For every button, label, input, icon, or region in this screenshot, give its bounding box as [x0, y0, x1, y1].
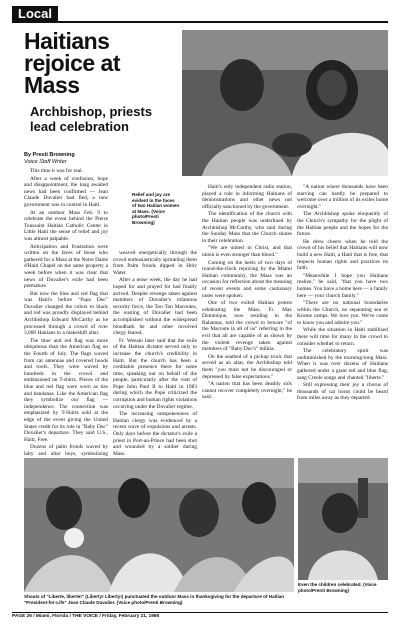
- subhead: Archbishop, priests lead celebration: [30, 104, 153, 134]
- paragraph: "Meanwhile I hope you Haitians realize," he said, "that you have two homes. You have a home here — a family here — your church family.": [297, 272, 388, 299]
- bottom-photo-caption: Shouts of "Liberte, liberte!" (Liberty! Liberty!) punctuated the outdoor Mass in thanksgiving for the departure of Haitian "President-for-Life" Jean Claude Duvalier. (Voice photo/Prenti Browning): [24, 594, 285, 605]
- top-photo-caption: Relief and joy are evident in the faces of two Haitian women at Mass. (Voice photo/Presti Browning): [132, 192, 180, 225]
- paragraph: The Archbishop spoke eloquently of the Church's sympathy for the plight of the Haitian people and the hopes for the future.: [297, 211, 388, 238]
- bottom-photo-image: [24, 458, 294, 592]
- paragraph: Fr. Wenski later said that the exile of the Haitian dictator served only to increase the church's credibility in Haiti. But the church has been a creditable presence there for some time, speaking out on behalf of the people, particularly after the visit of Pope John Paul II to Haiti in 1983 during which the Pope criticized the corruption and human rights violations occurring under the Duvalier regime.: [113, 337, 197, 410]
- byline: [24, 152, 174, 165]
- small-photo-image: [298, 458, 388, 580]
- paragraph: The celebratory spirit was undiminished by the morning-long Mass. When it was over dozens of Haitians gathered under a giant red and blue flag, sang Creole songs and chanted "liberte.": [297, 348, 388, 381]
- paragraph: But now the blue and red flag that was Haiti's before "Papa Doc" Duvalier changed the colors to black and red was proudly displayed behind Archbishop Edward McCarthy as he processed through a crowd of over 3,000 Haitians to a makeshift altar.: [24, 290, 108, 337]
- paragraph: Anticipation and frustration were written on the faces of those who gathered for a Mass at the Notre Dame d'Haiti Chapel on the same property a week before when it was clear that news of Duvalier's exile had been premature.: [24, 243, 108, 290]
- section-label: Local: [12, 6, 58, 21]
- paragraph: Coming on the heels of two days of round-the-clock rejoicing by the Miami Haitian community, the Mass was an occasion for reflection about the meaning of recent events and some cautionary notes were spoken.: [202, 259, 292, 299]
- paragraph: While the situation in Haiti stabilized there will time for many in the crowd to consider whether to return.: [297, 327, 388, 347]
- paragraph: Dozens of palm fronds waved by laity and altar boys, symbolizing: [24, 444, 108, 457]
- paragraph: The identification of the church with the Haitian people was underlined by Archbishop McCarthy, who said during the Sunday Mass that the Church shares in their celebration.: [202, 211, 292, 244]
- paragraph: "There are no national boundaries within the Church, no separating sea or Krome camps. We love you. We've come to know you and admire you.": [297, 300, 388, 326]
- paragraph: After a tense week, the day he had hoped for and prayed for had finally arrived. Despite revenge taken against members of Duvalier's infamous security force, the Ton Ton Macoutes, the ousting of Duvalier had been accomplished without the widespread bloodbath he and other involved clergy feared.: [113, 277, 197, 337]
- paragraph: "A nation that has been deathly sick cannot recover completely overnight," he said.: [202, 381, 292, 401]
- headline: Haitians rejoice at Mass: [24, 28, 120, 98]
- top-photo-image: [182, 30, 388, 176]
- paragraph: At an outdoor Mass Feb. 9 to celebrate the event behind the Pierre Toussaint Haitian Catholic Center in Little Haiti the sense of relief and joy was almost palpable.: [24, 209, 108, 242]
- paragraph: "We are united in Christ, and that union is even stronger than blood.": [202, 245, 292, 258]
- paragraph: After a week of confusion, hope and disappointment, the long awaited news had been confirmed — Jean Claude Duvalier had fled, a new government was in control in Haiti.: [24, 175, 108, 208]
- paragraph: On the seatbed of a pickup truck that served as an altar, the Archbishop told them "you must not be discouraged or depressed by false expectations.": [202, 353, 292, 380]
- bottom-photo: [24, 458, 294, 592]
- paragraph: The blue and red flag was more ubiquitous than the American flag on the Fourth of July. The flags waved from car antennas and covered hoods and roofs. They were waved by hundreds in the crowd and emblazoned on T-shirts. Pieces of the blue and red flag were worn as ties and bandanas. Like the American flag they symbolize our flag — independence. The connection was emphasized by T-Shirts sold at the edge of the event giving the United States credit for its role in "Baby Doc" Duvalier's departure. They said U.S., Haiti, Free.: [24, 337, 108, 443]
- paragraph: Still expressing their joy a chorus of thousands of car horns could be heard from miles away as they departed.: [297, 382, 388, 402]
- paragraph: weaved energetically through the crowd enthusiastically sprinkling them from Palm fronds dipped in Holy Water.: [113, 250, 197, 276]
- byline-name: By Presti Browning: [24, 152, 75, 158]
- top-photo: [182, 30, 388, 176]
- paragraph: This time it was for real.: [30, 168, 83, 174]
- paragraph: He drew cheers when he told the crowd of his belief that Haitians will now build a new Haiti, a Haiti that is free, that respects human rights and practices its faith.: [297, 238, 388, 272]
- page-footer: PAGE 26 / Miami, Florida / THE VOICE / Friday, February 21, 1986: [12, 612, 388, 621]
- paragraph: Haiti's only independent radio station, played a role in informing Haitians of demonstrations and other news not officially sanctioned by the government.: [202, 184, 292, 210]
- article-column-3: [202, 184, 292, 452]
- small-photo: [298, 458, 388, 580]
- small-photo-caption: Even the children celebrated. (Voice photo/Prenti Browning): [298, 582, 377, 593]
- paragraph: The increasing outspokenness of Haitian clergy was evidenced by a recent wave of expulsions and arrests. Only days before the dictator's exile a priest in Port-au-Prince had been shot and wounded by a soldier during Mass.: [113, 411, 197, 457]
- article-column-2: [113, 250, 197, 457]
- article-column-1: [24, 168, 108, 457]
- section-rule: [12, 21, 388, 23]
- article-column-4: [297, 184, 388, 452]
- paragraph: "A nation where thousands have been starving can hardly be prepared to welcome over a million of its exiles home overnight.": [297, 184, 388, 210]
- paragraph: One of two exiled Haitian priests celebrating the Mass, Fr. Max Dominique, now residing in the Bahamas, told the crowd to beware "of the Macoute in all of us" referring to the evil that all are capable of as shown by the violent revenge taken against members of "Baby Doc's" militia.: [202, 300, 292, 353]
- byline-role: Voice Staff Writer: [24, 158, 67, 165]
